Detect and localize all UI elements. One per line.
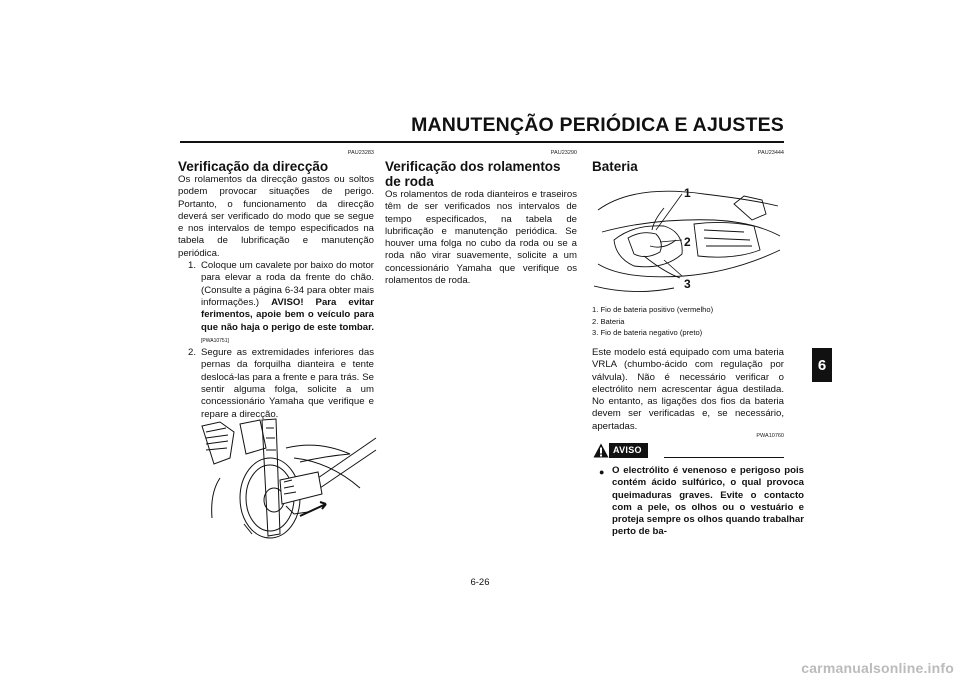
section-wheel-bearings <box>385 150 577 287</box>
warning-bullet <box>592 465 804 539</box>
bullet-icon: ● <box>599 467 605 477</box>
warning-triangle-icon <box>593 443 609 458</box>
step-1-warning: AVISO! Para evitar ferimentos, apoie bem o veículo para que não haja o perigo de este tombar. <box>201 296 374 333</box>
caption-item: 3. Fio de bateria negativo (preto) <box>592 328 703 338</box>
watermark: carmanualsonline.info <box>801 660 954 676</box>
step-1-warning-code: [PWA10751] <box>201 337 229 344</box>
battery-illustration <box>594 180 784 296</box>
header-rule <box>180 141 784 143</box>
step-1-number: 1. <box>188 260 197 272</box>
warning-code: PWA10760 <box>756 433 784 439</box>
battery-captions <box>592 304 784 339</box>
caption-item: 1. Fio de bateria positivo (vermelho) <box>592 305 714 314</box>
section-title: Bateria <box>592 159 638 174</box>
callout-2: 2 <box>684 235 691 249</box>
section-code: PAU23283 <box>347 150 374 156</box>
section-code: PAU23444 <box>757 150 784 156</box>
step-2-text: Segure as extremidades inferiores das pernas da forquilha dianteira e tente deslocá-las para a frente e para trás. Se sentir alguma folga, solicite a um concessionário Yamaha que verifique e repare a direcção. <box>201 347 374 420</box>
battery-paragraph: Este modelo está equipado com uma bateria VRLA (chumbo-ácido com regulação por válvula). Não é necessário verificar o electrólito nem acrescentar água destilada. No entanto, as ligações dos fios da bateria devem ser verificadas e, se necessário, apertadas. <box>592 347 784 432</box>
section-code: PAU23290 <box>550 150 577 156</box>
warning-rule <box>664 457 784 458</box>
page-number: 6-26 <box>470 577 490 588</box>
section-steering-check <box>178 150 374 421</box>
step-1-text: Coloque um cavalete por baixo do motor para elevar a roda da frente do chão. (Consulte a página 6-34 para obter mais informações.) <box>201 260 374 308</box>
warning-text: O electrólito é venenoso e perigoso pois contém ácido sulfúrico, o qual provoca queimaduras graves. Evite o contacto com a pele, os olhos ou o vestuário e proteja sempre os olhos quando trabalhar perto de ba- <box>612 465 804 538</box>
intro-paragraph: Os rolamentos da direcção gastos ou soltos podem provocar situações de perigo. Portanto, o funcionamento da direcção deverá ser verificado do modo que se segue e nos intervalos de tempo especificados na tabela de lubrificação e manutenção periódica. <box>178 174 374 259</box>
step-2 <box>178 347 374 421</box>
section-title: Verificação dos rolamentos de roda <box>385 159 561 189</box>
callout-1: 1 <box>684 186 691 200</box>
step-1 <box>178 260 374 347</box>
warning-label: AVISO <box>609 443 648 458</box>
chapter-tab: 6 <box>812 348 832 382</box>
section-battery <box>592 150 784 174</box>
page-header-title: MANUTENÇÃO PERIÓDICA E AJUSTES <box>411 114 784 136</box>
bearings-paragraph: Os rolamentos de roda dianteiros e traseiros têm de ser verificados nos intervalos de tempo especificados, na tabela de lubrificação e manutenção periódica. Se houver uma folga no cubo da roda ou se a roda não virar suavemente, solicite a um concessionário Yamaha que verifique os rolamentos de roda. <box>385 189 577 287</box>
step-2-number: 2. <box>188 347 197 359</box>
warning-badge <box>593 443 648 458</box>
steering-check-illustration <box>200 418 378 540</box>
caption-item: 2. Bateria <box>592 316 625 326</box>
section-title: Verificação da direcção <box>178 159 329 174</box>
callout-3: 3 <box>684 277 691 291</box>
